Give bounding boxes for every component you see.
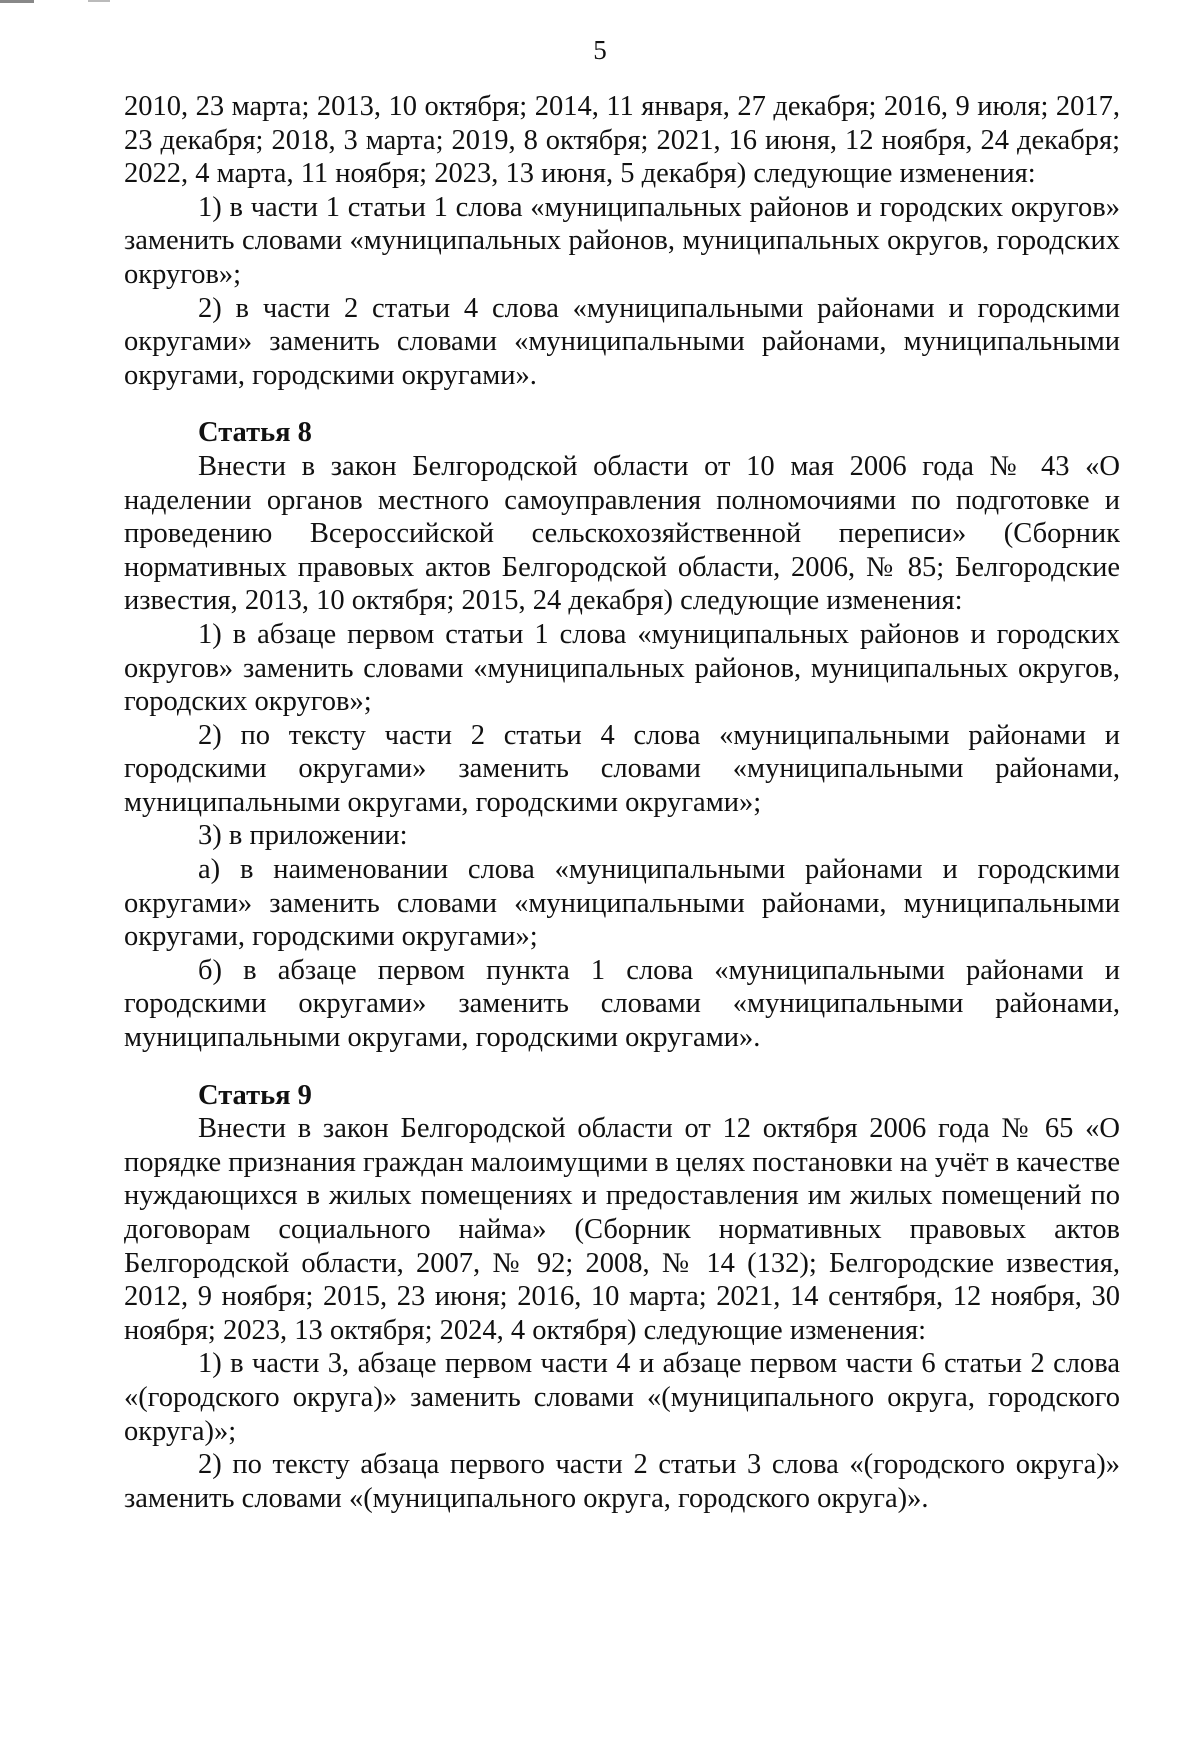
page-number: 5 xyxy=(593,35,607,65)
scan-edge-mark xyxy=(88,0,110,2)
paragraph-item: 2) в части 2 статьи 4 слова «муниципальными районами и городскими округами» заменить словами «муниципальными районами, муниципальными округами, городскими округами». xyxy=(124,292,1120,391)
article-9-paragraph: 2) по тексту абзаца первого части 2 статьи 3 слова «(городского округа)» заменить словами «(муниципального округа, городского округа)». xyxy=(124,1449,1120,1514)
article-9-paragraph: 1) в части 3, абзаце первом части 4 и абзаце первом части 6 статьи 2 слова «(городского округа)» заменить словами «(муниципального округа, городского округа)»; xyxy=(124,1348,1120,1447)
scan-edge-mark xyxy=(0,0,34,3)
article-9-paragraph: Внести в закон Белгородской области от 12 октября 2006 года № 65 «О порядке признания граждан малоимущими в целях постановки на учёт в качестве нуждающихся в жилых помещениях и предоставления им жилых помещений по договорам социального найма» (Сборник нормативных правовых актов Белгородской области, 2007, № 92; 2008, № 14 (132); Белгородские известия, 2012, 9 ноября; 2015, 23 июня; 2016, 10 марта; 2021, 14 сентября, 12 ноября, 30 ноября; 2023, 13 октября; 2024, 4 октября) следующие изменения: xyxy=(124,1113,1120,1346)
article-8-paragraph: а) в наименовании слова «муниципальными районами и городскими округами» заменить словами «муниципальными районами, муниципальными округами, городскими округами»; xyxy=(124,854,1120,953)
article-8-paragraph: 2) по тексту части 2 статьи 4 слова «муниципальными районами и городскими округами» заменить словами «муниципальными районами, муниципальными округами, городскими округами»; xyxy=(124,719,1120,818)
paragraph-item: 1) в части 1 статьи 1 слова «муниципальных районов и городских округов» заменить словами «муниципальных районов, муниципальных округов, городских округов»; xyxy=(124,191,1120,290)
article-8-paragraph: б) в абзаце первом пункта 1 слова «муниципальными районами и городскими округами» заменить словами «муниципальными районами, муниципальными округами, городскими округами». xyxy=(124,954,1120,1054)
article-8-paragraph: 3) в приложении: xyxy=(198,820,408,852)
section-gap xyxy=(124,392,1120,416)
section-gap xyxy=(124,1055,1120,1079)
paragraph-intro-continuation: 2010, 23 марта; 2013, 10 октября; 2014, 11 января, 27 декабря; 2016, 9 июля; 2017, 23 декабря; 2018, 3 марта; 2019, 8 октября; 2021, 16 июня, 12 ноября, 24 декабря; 2022, 4 марта, 11 ноября; 2023, 13 июня, 5 декабря) следующие изменения: xyxy=(124,91,1120,190)
document-body xyxy=(124,90,1120,1515)
article-8-paragraph: Внести в закон Белгородской области от 10 мая 2006 года № 43 «О наделении органов местного самоуправления полномочиями по подготовке и проведению Всероссийской сельскохозяйственной переписи» (Сборник нормативных правовых актов Белгородской области, 2006, № 85; Белгородские известия, 2013, 10 октября; 2015, 24 декабря) следующие изменения: xyxy=(124,450,1120,617)
article-8-heading: Статья 8 xyxy=(198,417,312,449)
article-8-paragraph: 1) в абзаце первом статьи 1 слова «муниципальных районов и городских округов» заменить словами «муниципальных районов, муниципальных округов, городских округов»; xyxy=(124,618,1120,718)
article-9-heading: Статья 9 xyxy=(198,1079,312,1111)
